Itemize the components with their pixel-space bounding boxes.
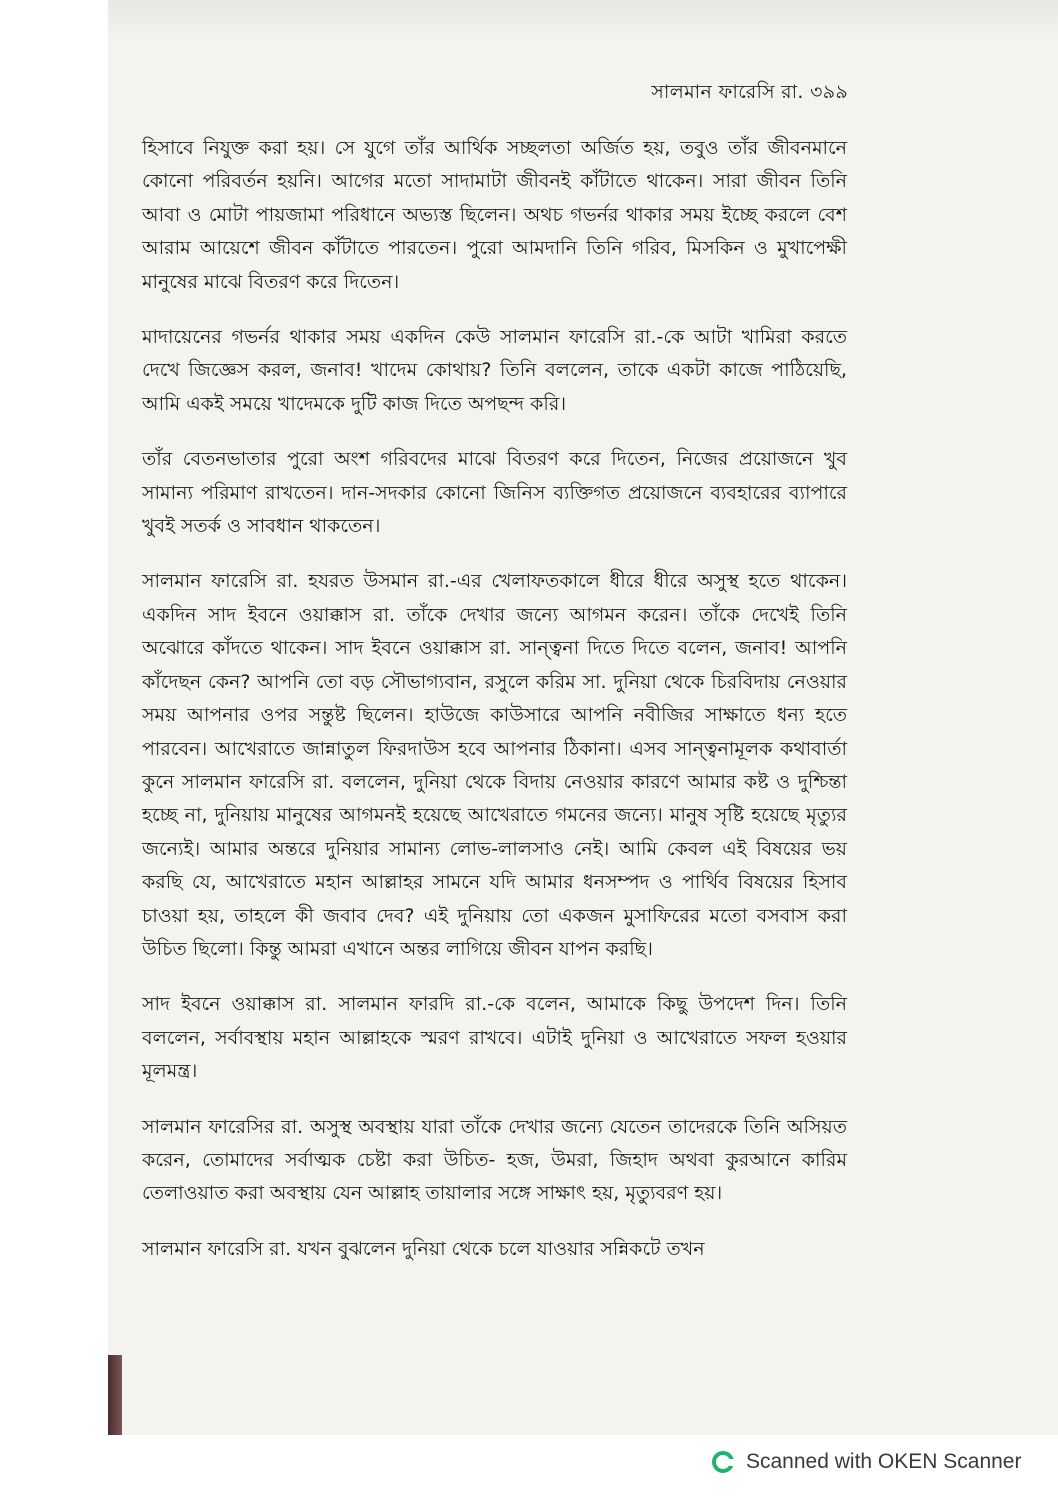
book-page: [108, 0, 1058, 1435]
paragraph: হিসাবে নিযুক্ত করা হয়। সে যুগে তাঁর আর্থিক সচ্ছলতা অর্জিত হয়, তবুও তাঁর জীবনমানে কোনো পরিবর্তন হয়নি। আগের মতো সাদামাটা জীবনই কাঁটাতে থাকেন। সারা জীবন তিনি আবা ও মোটা পায়জামা পরিধানে অভ্যস্ত ছিলেন। অথচ গভর্নর থাকার সময় ইচ্ছে করলে বেশ আরাম আয়েশে জীবন কাঁটাতে পারতেন। পুরো আমদানি তিনি গরিব, মিসকিন ও মুখাপেক্ষী মানুষের মাঝে বিতরণ করে দিতেন।: [142, 137, 847, 293]
paragraph: সাদ ইবনে ওয়াক্কাস রা. সালমান ফারদি রা.-কে বলেন, আমাকে কিছু উপদেশ দিন। তিনি বললেন, সর্বাবস্থায় মহান আল্লাহকে স্মরণ রাখবে। এটাই দুনিয়া ও আখেরাতে সফল হওয়ার মূলমন্ত্র।: [142, 993, 847, 1083]
paragraph: তাঁর বেতনভাতার পুরো অংশ গরিবদের মাঝে বিতরণ করে দিতেন, নিজের প্রয়োজনে খুব সামান্য পরিমাণ রাখতেন। দান-সদকার কোনো জিনিস ব্যক্তিগত প্রয়োজনে ব্যবহারের ব্যাপারে খুবই সতর্ক ও সাবধান থাকতেন।: [142, 448, 847, 538]
paragraph: সালমান ফারেসির রা. অসুস্থ অবস্থায় যারা তাঁকে দেখার জন্যে যেতেন তাদেরকে তিনি অসিয়ত করেন, তোমাদের সর্বাত্মক চেষ্টা করা উচিত- হজ, উমরা, জিহাদ অথবা কুরআনে কারিম তেলাওয়াত করা অবস্থায় যেন আল্লাহ তায়ালার সঙ্গে সাক্ষাৎ হয়, মৃত্যুবরণ হয়।: [142, 1115, 847, 1205]
paragraph: সালমান ফারেসি রা. হযরত উসমান রা.-এর খেলাফতকালে ধীরে ধীরে অসুস্থ হতে থাকেন। একদিন সাদ ইবনে ওয়াক্কাস রা. তাঁকে দেখার জন্যে আগমন করেন। তাঁকে দেখেই তিনি অঝোরে কাঁদতে থাকেন। সাদ ইবনে ওয়াক্কাস রা. সান্ত্বনা দিতে দিতে বলেন, জনাব! আপনি কাঁদেছন কেন? আপনি তো বড় সৌভাগ্যবান, রসুলে করিম সা. দুনিয়া থেকে চিরবিদায় নেওয়ার সময় আপনার ওপর সন্তুষ্ট ছিলেন। হাউজে কাউসারে আপনি নবীজির সাক্ষাতে ধন্য হতে পারবেন। আখেরাতে জান্নাতুল ফিরদাউস হবে আপনার ঠিকানা। এসব সান্ত্বনামূলক কথাবার্তা কুনে সালমান ফারেসি রা. বললেন, দুনিয়া থেকে বিদায় নেওয়ার কারণে আমার কষ্ট ও দুশ্চিন্তা হচ্ছে না, দুনিয়ায় মানুষের আগমনই হয়েছে আখেরাতে গমনের জন্যে। মানুষ সৃষ্টি হয়েছে মৃত্যুর জন্যেই। আমার অন্তরে দুনিয়ার সামান্য লোভ-লালসাও নেই। আমি কেবল এই বিষয়ের ভয় করছি যে, আখেরাতে মহান আল্লাহর সামনে যদি আমার ধনসম্পদ ও পার্থিব বিষয়ের হিসাব চাওয়া হয়, তাহলে কী জবাব দেব? এই দুনিয়ায় তো একজন মুসাফিরের মতো বসবাস করা উচিত ছিলো। কিন্তু আমরা এখানে অন্তর লাগিয়ে জীবন যাপন করছি।: [142, 570, 847, 960]
oken-scanner-logo-icon: [712, 1451, 734, 1473]
page-top-shadow: [108, 0, 1058, 40]
body-text: [142, 132, 847, 1266]
paragraph: মাদায়েনের গভর্নর থাকার সময় একদিন কেউ সালমান ফারেসি রা.-কে আটা খামিরা করতে দেখে জিজ্ঞেস করল, জনাব! খাদেম কোথায়? তিনি বললেন, তাকে একটা কাজে পাঠিয়েছি, আমি একই সময়ে খাদেমকে দুটি কাজ দিতে অপছন্দ করি।: [142, 326, 847, 415]
scanner-watermark-text: Scanned with OKEN Scanner: [746, 1450, 1022, 1473]
scanner-watermark: [712, 1447, 1021, 1477]
running-head: সালমান ফারেসি রা. ৩৯৯: [651, 81, 848, 103]
page-edge-stain: [108, 1355, 122, 1435]
paragraph: সালমান ফারেসি রা. যখন বুঝলেন দুনিয়া থেকে চলে যাওয়ার সন্নিকটে তখন: [142, 1237, 705, 1260]
